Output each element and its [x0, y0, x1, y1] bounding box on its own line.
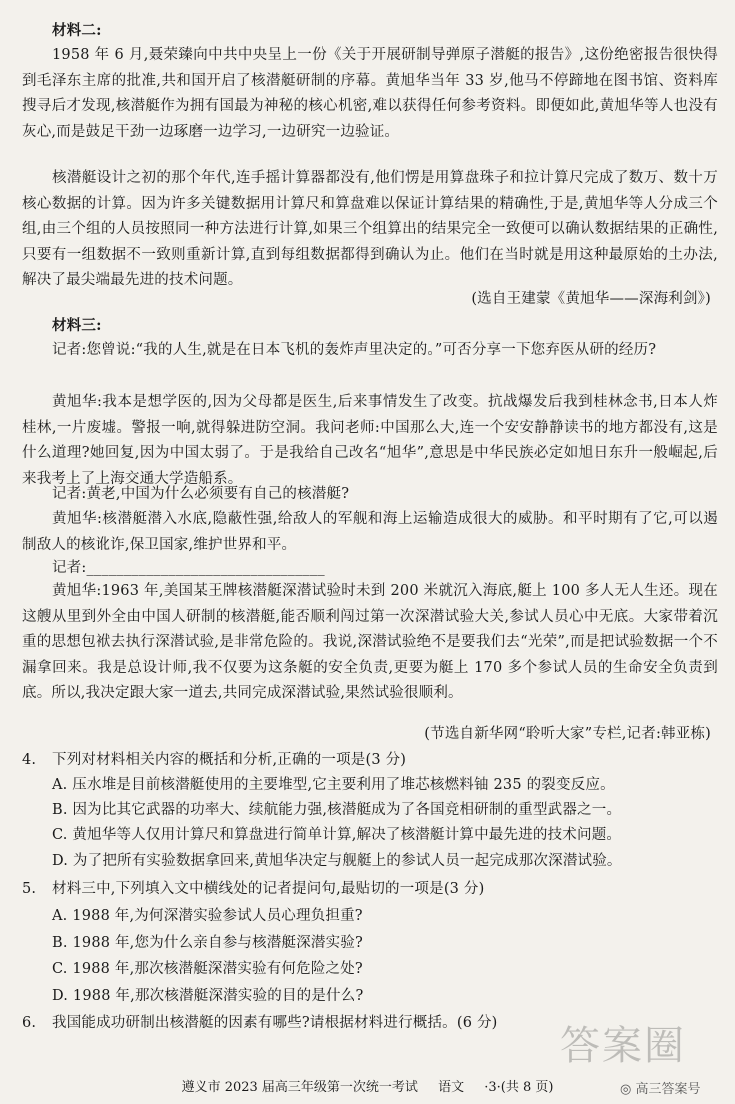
watermark-logo: 答案圈	[560, 1023, 686, 1069]
question-stem: 下列对材料相关内容的概括和分析,正确的一项是(3 分)	[52, 752, 407, 768]
material3-heading: 材料三:	[52, 317, 102, 334]
question-number: 5.	[22, 881, 37, 897]
question-5-option-c: C. 1988 年,那次核潜艇深潜实验有何危险之处?	[52, 961, 363, 977]
material2-paragraph-1: 1958 年 6 月,聂荣臻向中共中央呈上一份《关于开展研制导弹原子潜艇的报告》,这份绝密报告很快得到毛泽东主席的批准,共和国开启了核潜艇研制的序幕。黄旭华当年 33 岁,他马不停蹄地在图书馆、资料库搜寻后才发现,核潜艇作为拥有国最为神秘的核心机密,难以获得任何参考资料。即便如此,黄旭华等人也没有灰心,而是鼓足干劲一边琢磨一边学习,一边研究一边验证。	[22, 47, 718, 140]
question-5	[22, 877, 722, 903]
question-5-option-a: A. 1988 年,为何深潜实验参试人员心理负担重?	[52, 908, 363, 924]
material2-source: (选自王建蒙《黄旭华——深海利剑》)	[471, 291, 711, 307]
question-5-option-d: D. 1988 年,那次核潜艇深潜实验的目的是什么?	[52, 988, 364, 1004]
material2-paragraph-2: 核潜艇设计之初的那个年代,连手摇计算器都没有,他们愣是用算盘珠子和拉计算尺完成了数万、数十万核心数据的计算。因为许多关键数据用计算尺和算盘难以保证计算结果的精确性,于是,黄旭华等人分成三个组,由三个组的人员按照同一种方法进行计算,如果三个组算出的结果完全一致便可以确认数据结果的正确性,只要有一组数据不一致则重新计算,直到每组数据都得到确认为止。他们在当时就是用这种最原始的土办法,解决了最尖端最先进的技术问题。	[22, 170, 718, 288]
question-4-option-d: D. 为了把所有实验数据拿回来,黄旭华决定与舰艇上的参试人员一起完成那次深潜试验。	[52, 853, 622, 869]
question-4-option-c: C. 黄旭华等人仅用计算尺和算盘进行简单计算,解决了核潜艇计算中最先进的技术问题。	[52, 827, 622, 843]
question-4-option-a: A. 压水堆是目前核潜艇使用的主要堆型,它主要利用了堆芯核燃料铀 235 的裂变反应。	[52, 777, 615, 793]
question-4	[22, 748, 722, 774]
wechat-account-name: 高三答案号	[635, 1082, 701, 1097]
footer-subject: 语文	[438, 1080, 465, 1095]
material3-paragraph-1: 记者:您曾说:“我的人生,就是在日本飞机的轰炸声里决定的。”可否分享一下您弃医从研的经历?	[52, 342, 657, 358]
material3-paragraph-2: 黄旭华:我本是想学医的,因为父母都是医生,后来事情发生了改变。抗战爆发后我到桂林念书,日本人炸桂林,一片废墟。警报一响,就得躲进防空洞。我问老师:中国那么大,连一个安安静静读书的地方都没有,这是什么道理?她回复,因为中国太弱了。于是我给自己改名“旭华”,意思是中华民族必定如旭日东升一般崛起,后来我考上了上海交通大学造船系。	[22, 394, 718, 487]
wechat-account-watermark	[620, 1078, 701, 1097]
material3-source: (节选自新华网“聆听大家”专栏,记者:韩亚栋)	[424, 726, 711, 742]
material3-paragraph-3: 记者:黄老,中国为什么必须要有自己的核潜艇?	[52, 486, 350, 502]
question-number: 4.	[22, 752, 37, 768]
question-5-option-b: B. 1988 年,您为什么亲自参与核潜艇深潜实验?	[52, 935, 363, 951]
question-stem: 我国能成功研制出核潜艇的因素有哪些?请根据材料进行概括。(6 分)	[52, 1015, 498, 1031]
footer-exam-title: 遵义市 2023 届高三年级第一次统一考试	[181, 1080, 418, 1095]
material3-paragraph-4: 黄旭华:核潜艇潜入水底,隐蔽性强,给敌人的军舰和海上运输造成很大的威胁。和平时期有了它,可以遏制敌人的核讹诈,保卫国家,维护世界和平。	[22, 511, 718, 553]
material3-paragraph-6: 黄旭华:1963 年,美国某王牌核潜艇深潜试验时未到 200 米就沉入海底,艇上 100 多人无人生还。现在这艘从里到外全由中国人研制的核潜艇,能否顺利闯过第一次深潜试验大关,参试人员心中无底。大家带着沉重的思想包袱去执行深潜试验,是非常危险的。我说,深潜试验绝不是要我们去“光荣”,而是把试验数据一个不漏拿回来。我是总设计师,我不仅要为这条艇的安全负责,更要为艇上 170 多个参试人员的生命安全负责到底。所以,我决定跟大家一道去,共同完成深潜试验,果然试验很顺利。	[22, 583, 718, 701]
question-number: 6.	[22, 1015, 37, 1031]
question-4-option-b: B. 因为比其它武器的功率大、续航能力强,核潜艇成为了各国竞相研制的重型武器之一。	[52, 802, 622, 818]
material3-paragraph-5: 记者:________________________________	[52, 560, 325, 576]
question-stem: 材料三中,下列填入文中横线处的记者提问句,最贴切的一项是(3 分)	[52, 881, 485, 897]
wechat-icon: ◎	[620, 1082, 632, 1097]
footer-page-number: ·3·(共 8 页)	[484, 1080, 554, 1095]
material2-heading: 材料二:	[52, 22, 102, 39]
